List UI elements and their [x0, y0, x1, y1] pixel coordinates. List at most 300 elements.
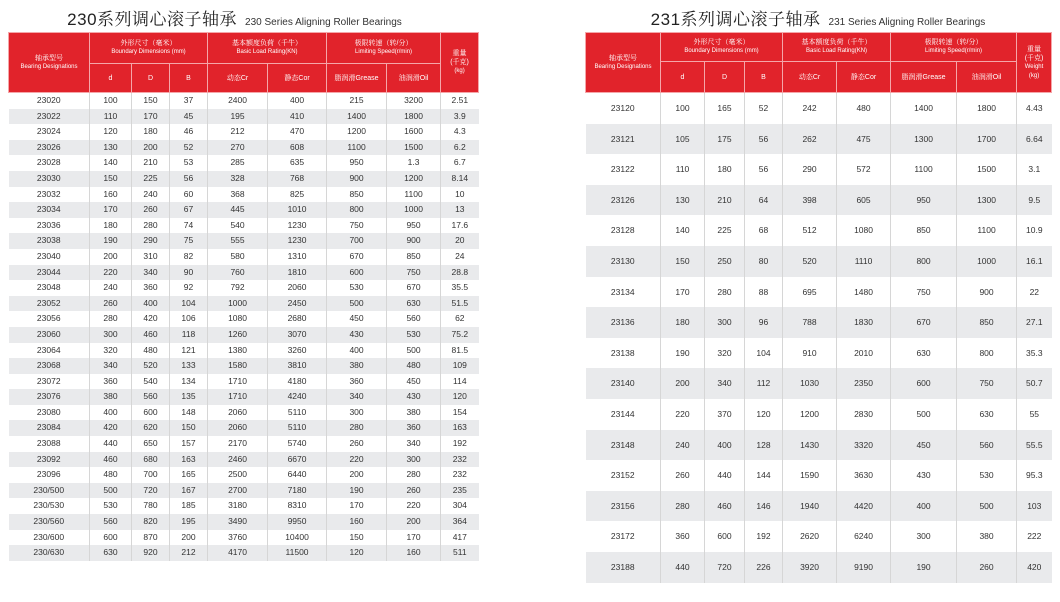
- table-cell: 163: [170, 452, 208, 468]
- table-cell: 180: [705, 154, 745, 185]
- table-cell: 220: [387, 498, 441, 514]
- table-cell: 360: [327, 374, 387, 390]
- table-cell: 23156: [586, 491, 661, 522]
- table-cell: 328: [208, 171, 268, 187]
- table-title: [585, 0, 1051, 32]
- table-cell: 160: [327, 514, 387, 530]
- table-cell: 3260: [268, 343, 327, 359]
- table-cell: 380: [327, 358, 387, 374]
- table-row: [9, 483, 479, 499]
- table-cell: 37: [170, 93, 208, 109]
- table-row: [586, 491, 1052, 522]
- table-cell: 1300: [891, 124, 957, 155]
- table-cell: 800: [957, 338, 1017, 369]
- table-cell: 134: [170, 374, 208, 390]
- table-cell: 260: [90, 296, 132, 312]
- table-row: [9, 545, 479, 561]
- table-cell: 500: [387, 343, 441, 359]
- table-cell: 23152: [586, 460, 661, 491]
- table-cell: 1000: [387, 202, 441, 218]
- table-cell: 104: [170, 296, 208, 312]
- table-cell: 1200: [783, 399, 837, 430]
- table-row: [586, 215, 1052, 246]
- table-row: [9, 358, 479, 374]
- table-cell: 154: [441, 405, 479, 421]
- table-cell: 109: [441, 358, 479, 374]
- table-cell: 81.5: [441, 343, 479, 359]
- table-cell: 23138: [586, 338, 661, 369]
- table-cell: 140: [90, 155, 132, 171]
- table-cell: 480: [90, 467, 132, 483]
- table-cell: 230/530: [9, 498, 90, 514]
- header-cor: 静态Cor: [268, 64, 327, 93]
- table-cell: 27.1: [1017, 307, 1052, 338]
- table-cell: 440: [90, 436, 132, 452]
- table-cell: 440: [705, 460, 745, 491]
- table-cell: 150: [661, 246, 705, 277]
- table-cell: 180: [661, 307, 705, 338]
- table-cell: 750: [957, 368, 1017, 399]
- table-row: [9, 109, 479, 125]
- table-cell: 68: [745, 215, 783, 246]
- table-cell: 23026: [9, 140, 90, 156]
- table-cell: 150: [132, 93, 170, 109]
- table-cell: 910: [783, 338, 837, 369]
- table-cell: 555: [208, 233, 268, 249]
- table-cell: 340: [90, 358, 132, 374]
- table-cell: 45: [170, 109, 208, 125]
- table-cell: 200: [661, 368, 705, 399]
- table-cell: 440: [661, 552, 705, 583]
- bearing-table: [8, 32, 479, 561]
- table-cell: 3180: [208, 498, 268, 514]
- table-cell: 165: [170, 467, 208, 483]
- header-B: B: [745, 62, 783, 93]
- table-cell: 1100: [327, 140, 387, 156]
- table-row: [9, 498, 479, 514]
- table-row: [9, 155, 479, 171]
- header-weight: 重量 (千克) (kg): [441, 33, 479, 93]
- table-cell: 360: [661, 521, 705, 552]
- table-cell: 210: [705, 185, 745, 216]
- table-cell: 360: [90, 374, 132, 390]
- table-cell: 100: [661, 93, 705, 124]
- table-row: [586, 338, 1052, 369]
- table-row: [586, 368, 1052, 399]
- table-row: [586, 521, 1052, 552]
- table-cell: 2830: [837, 399, 891, 430]
- table-row: [9, 420, 479, 436]
- table-cell: 88: [745, 277, 783, 308]
- table-cell: 23134: [586, 277, 661, 308]
- header-cr: 动态Cr: [208, 64, 268, 93]
- table-cell: 280: [387, 467, 441, 483]
- table-cell: 23020: [9, 93, 90, 109]
- table-cell: 23076: [9, 389, 90, 405]
- table-cell: 230/560: [9, 514, 90, 530]
- table-cell: 2680: [268, 311, 327, 327]
- table-cell: 23172: [586, 521, 661, 552]
- table-cell: 280: [132, 218, 170, 234]
- table-cell: 222: [1017, 521, 1052, 552]
- table-cell: 23052: [9, 296, 90, 312]
- table-row: [9, 202, 479, 218]
- table-cell: 200: [132, 140, 170, 156]
- table-cell: 260: [327, 436, 387, 452]
- table-row: [586, 277, 1052, 308]
- table-cell: 285: [208, 155, 268, 171]
- table-cell: 157: [170, 436, 208, 452]
- table-cell: 150: [170, 420, 208, 436]
- table-cell: 420: [132, 311, 170, 327]
- table-cell: 398: [783, 185, 837, 216]
- table-cell: 800: [327, 202, 387, 218]
- header-load: 基本额度负荷（千牛） Basic Load Rating(KN): [783, 33, 891, 62]
- table-cell: 180: [132, 124, 170, 140]
- table-cell: 165: [705, 93, 745, 124]
- table-cell: 9.5: [1017, 185, 1052, 216]
- table-cell: 240: [90, 280, 132, 296]
- table-cell: 260: [957, 552, 1017, 583]
- table-cell: 220: [661, 399, 705, 430]
- table-cell: 232: [441, 452, 479, 468]
- bearing-table: [585, 32, 1052, 583]
- table-cell: 192: [745, 521, 783, 552]
- table-cell: 200: [90, 249, 132, 265]
- table-cell: 1380: [208, 343, 268, 359]
- table-cell: 2060: [208, 405, 268, 421]
- table-cell: 23024: [9, 124, 90, 140]
- title-english: 231 Series Aligning Roller Bearings: [828, 17, 986, 28]
- table-cell: 1430: [783, 430, 837, 461]
- table-cell: 9190: [837, 552, 891, 583]
- table-cell: 445: [208, 202, 268, 218]
- table-cell: 560: [957, 430, 1017, 461]
- header-designation: 轴承型号 Bearing Designations: [9, 33, 90, 93]
- table-cell: 4420: [837, 491, 891, 522]
- table-cell: 23056: [9, 311, 90, 327]
- table-row: [586, 246, 1052, 277]
- table-cell: 23128: [586, 215, 661, 246]
- table-cell: 23068: [9, 358, 90, 374]
- table-cell: 270: [208, 140, 268, 156]
- table-cell: 1940: [783, 491, 837, 522]
- table-cell: 170: [132, 109, 170, 125]
- table-cell: 240: [661, 430, 705, 461]
- table-cell: 360: [387, 420, 441, 436]
- table-cell: 230/630: [9, 545, 90, 561]
- table-cell: 144: [745, 460, 783, 491]
- table-cell: 430: [891, 460, 957, 491]
- table-row: [9, 171, 479, 187]
- table-cell: 500: [90, 483, 132, 499]
- table-cell: 635: [268, 155, 327, 171]
- table-cell: 148: [170, 405, 208, 421]
- table-cell: 260: [661, 460, 705, 491]
- table-cell: 720: [705, 552, 745, 583]
- table-cell: 2.51: [441, 93, 479, 109]
- table-row: [9, 389, 479, 405]
- table-row: [9, 280, 479, 296]
- table-cell: 400: [268, 93, 327, 109]
- table-cell: 430: [327, 327, 387, 343]
- table-cell: 3320: [837, 430, 891, 461]
- table-230-series: [8, 0, 469, 561]
- table-cell: 23088: [9, 436, 90, 452]
- table-cell: 3200: [387, 93, 441, 109]
- table-cell: 23060: [9, 327, 90, 343]
- table-cell: 480: [387, 358, 441, 374]
- table-cell: 262: [783, 124, 837, 155]
- table-cell: 460: [132, 327, 170, 343]
- table-row: [9, 530, 479, 546]
- table-cell: 340: [705, 368, 745, 399]
- table-cell: 28.8: [441, 265, 479, 281]
- table-cell: 400: [891, 491, 957, 522]
- table-cell: 530: [957, 460, 1017, 491]
- table-cell: 750: [891, 277, 957, 308]
- header-load: 基本额度负荷（千牛） Basic Load Rating(KN): [208, 33, 327, 64]
- table-row: [9, 249, 479, 265]
- table-row: [9, 327, 479, 343]
- table-cell: 150: [90, 171, 132, 187]
- table-cell: 2400: [208, 93, 268, 109]
- table-cell: 242: [783, 93, 837, 124]
- table-cell: 235: [441, 483, 479, 499]
- table-cell: 167: [170, 483, 208, 499]
- table-row: [9, 452, 479, 468]
- table-cell: 95.3: [1017, 460, 1052, 491]
- table-cell: 750: [387, 265, 441, 281]
- table-cell: 630: [90, 545, 132, 561]
- table-cell: 180: [90, 218, 132, 234]
- table-cell: 220: [90, 265, 132, 281]
- table-cell: 400: [705, 430, 745, 461]
- table-cell: 2060: [208, 420, 268, 436]
- table-cell: 720: [132, 483, 170, 499]
- table-cell: 240: [132, 187, 170, 203]
- table-cell: 56: [745, 154, 783, 185]
- table-cell: 9950: [268, 514, 327, 530]
- table-cell: 110: [90, 109, 132, 125]
- table-cell: 2460: [208, 452, 268, 468]
- table-cell: 780: [132, 498, 170, 514]
- header-boundary: 外形尺寸（毫米） Boundary Dimensions (mm): [661, 33, 783, 62]
- table-cell: 700: [327, 233, 387, 249]
- table-cell: 120: [90, 124, 132, 140]
- table-cell: 430: [387, 389, 441, 405]
- table-cell: 51.5: [441, 296, 479, 312]
- table-cell: 400: [132, 296, 170, 312]
- table-cell: 135: [170, 389, 208, 405]
- table-cell: 6440: [268, 467, 327, 483]
- table-cell: 212: [208, 124, 268, 140]
- table-cell: 2170: [208, 436, 268, 452]
- table-cell: 1100: [387, 187, 441, 203]
- table-cell: 232: [441, 467, 479, 483]
- table-cell: 3920: [783, 552, 837, 583]
- table-cell: 1000: [208, 296, 268, 312]
- table-cell: 1080: [208, 311, 268, 327]
- table-cell: 1300: [957, 185, 1017, 216]
- table-cell: 512: [783, 215, 837, 246]
- table-cell: 23140: [586, 368, 661, 399]
- table-cell: 630: [387, 296, 441, 312]
- table-cell: 680: [132, 452, 170, 468]
- table-cell: 23034: [9, 202, 90, 218]
- table-cell: 368: [208, 187, 268, 203]
- table-cell: 530: [90, 498, 132, 514]
- table-cell: 1810: [268, 265, 327, 281]
- table-cell: 370: [705, 399, 745, 430]
- header-oil: 油润滑Oil: [387, 64, 441, 93]
- table-cell: 175: [705, 124, 745, 155]
- header-d: d: [661, 62, 705, 93]
- table-cell: 192: [441, 436, 479, 452]
- table-cell: 500: [327, 296, 387, 312]
- table-cell: 200: [327, 467, 387, 483]
- table-cell: 670: [891, 307, 957, 338]
- table-cell: 300: [90, 327, 132, 343]
- header-grease: 脂润滑Grease: [327, 64, 387, 93]
- table-231-series: [585, 0, 1051, 583]
- table-cell: 700: [132, 467, 170, 483]
- table-cell: 300: [327, 405, 387, 421]
- table-cell: 140: [661, 215, 705, 246]
- table-cell: 23130: [586, 246, 661, 277]
- table-cell: 230/600: [9, 530, 90, 546]
- table-cell: 850: [327, 187, 387, 203]
- table-cell: 118: [170, 327, 208, 343]
- table-cell: 1800: [387, 109, 441, 125]
- table-cell: 23038: [9, 233, 90, 249]
- table-cell: 630: [891, 338, 957, 369]
- table-cell: 500: [891, 399, 957, 430]
- table-cell: 11500: [268, 545, 327, 561]
- table-cell: 820: [132, 514, 170, 530]
- table-cell: 10.9: [1017, 215, 1052, 246]
- header-cor: 静态Cor: [837, 62, 891, 93]
- table-row: [586, 185, 1052, 216]
- header-designation: 轴承型号 Bearing Designations: [586, 33, 661, 93]
- table-cell: 410: [268, 109, 327, 125]
- table-cell: 163: [441, 420, 479, 436]
- table-cell: 56: [170, 171, 208, 187]
- table-cell: 1710: [208, 389, 268, 405]
- table-row: [9, 467, 479, 483]
- table-cell: 1400: [327, 109, 387, 125]
- table-cell: 900: [957, 277, 1017, 308]
- table-cell: 760: [208, 265, 268, 281]
- table-cell: 112: [745, 368, 783, 399]
- table-cell: 56: [745, 124, 783, 155]
- table-row: [9, 140, 479, 156]
- table-cell: 46: [170, 124, 208, 140]
- table-cell: 23126: [586, 185, 661, 216]
- table-cell: 2500: [208, 467, 268, 483]
- table-row: [586, 399, 1052, 430]
- table-cell: 3630: [837, 460, 891, 491]
- table-cell: 35.5: [441, 280, 479, 296]
- table-cell: 195: [170, 514, 208, 530]
- table-cell: 695: [783, 277, 837, 308]
- table-cell: 3760: [208, 530, 268, 546]
- title-chinese: 231系列调心滚子轴承: [650, 10, 821, 29]
- table-row: [9, 265, 479, 281]
- table-cell: 280: [327, 420, 387, 436]
- table-cell: 1700: [957, 124, 1017, 155]
- header-oil: 油润滑Oil: [957, 62, 1017, 93]
- table-cell: 310: [132, 249, 170, 265]
- table-row: [586, 93, 1052, 124]
- table-cell: 50.7: [1017, 368, 1052, 399]
- table-cell: 400: [327, 343, 387, 359]
- table-cell: 1010: [268, 202, 327, 218]
- table-cell: 100: [90, 93, 132, 109]
- table-cell: 146: [745, 491, 783, 522]
- table-cell: 120: [745, 399, 783, 430]
- table-cell: 360: [132, 280, 170, 296]
- table-cell: 52: [170, 140, 208, 156]
- table-cell: 600: [891, 368, 957, 399]
- table-cell: 950: [327, 155, 387, 171]
- table-cell: 110: [661, 154, 705, 185]
- table-cell: 7180: [268, 483, 327, 499]
- table-cell: 1400: [891, 93, 957, 124]
- table-cell: 1710: [208, 374, 268, 390]
- table-cell: 170: [90, 202, 132, 218]
- table-cell: 23136: [586, 307, 661, 338]
- header-cr: 动态Cr: [783, 62, 837, 93]
- table-cell: 1480: [837, 277, 891, 308]
- table-cell: 195: [208, 109, 268, 125]
- table-cell: 200: [387, 514, 441, 530]
- table-cell: 280: [705, 277, 745, 308]
- table-cell: 4.43: [1017, 93, 1052, 124]
- table-cell: 290: [132, 233, 170, 249]
- header-B: B: [170, 64, 208, 93]
- table-cell: 470: [268, 124, 327, 140]
- table-cell: 23148: [586, 430, 661, 461]
- table-cell: 630: [957, 399, 1017, 430]
- table-cell: 1110: [837, 246, 891, 277]
- table-cell: 825: [268, 187, 327, 203]
- table-row: [9, 374, 479, 390]
- table-cell: 150: [327, 530, 387, 546]
- table-row: [9, 124, 479, 140]
- table-cell: 1500: [387, 140, 441, 156]
- table-row: [9, 514, 479, 530]
- table-cell: 280: [90, 311, 132, 327]
- table-cell: 4.3: [441, 124, 479, 140]
- table-cell: 96: [745, 307, 783, 338]
- table-cell: 3.9: [441, 109, 479, 125]
- table-row: [586, 430, 1052, 461]
- table-cell: 950: [891, 185, 957, 216]
- table-cell: 380: [957, 521, 1017, 552]
- header-d: d: [90, 64, 132, 93]
- table-cell: 23080: [9, 405, 90, 421]
- table-cell: 190: [661, 338, 705, 369]
- table-cell: 3810: [268, 358, 327, 374]
- table-cell: 320: [705, 338, 745, 369]
- table-cell: 6.7: [441, 155, 479, 171]
- table-cell: 3070: [268, 327, 327, 343]
- table-cell: 20: [441, 233, 479, 249]
- table-cell: 1230: [268, 233, 327, 249]
- table-cell: 620: [132, 420, 170, 436]
- table-cell: 160: [90, 187, 132, 203]
